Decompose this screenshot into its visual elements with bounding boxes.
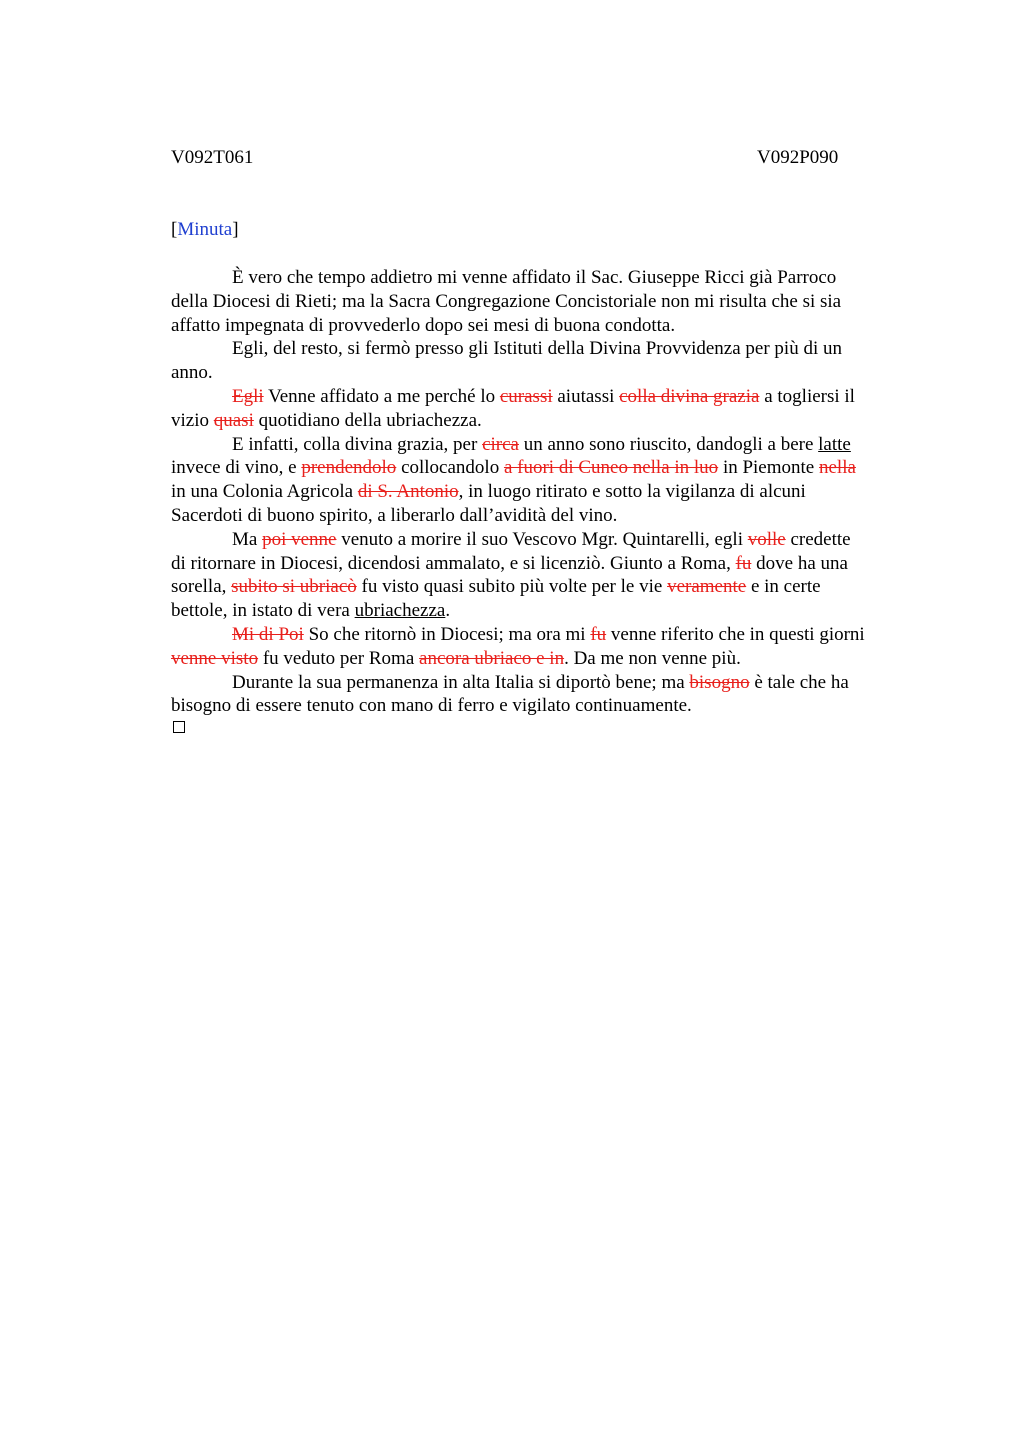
text-run: Ma — [232, 528, 263, 550]
p4-line-4: Sacerdoti di buono spirito, a liberarlo dall’avidità del vino. — [171, 504, 618, 526]
document-code-left: V092T061 — [171, 147, 254, 168]
text-run: , in luogo ritirato e sotto la vigilanza di alcuni — [458, 481, 806, 503]
text-run: aiutassi — [552, 385, 620, 407]
p4-line-2 — [171, 456, 923, 480]
text-run: in una Colonia Agricola — [171, 481, 358, 503]
p1-line-1: È vero che tempo addietro mi venne affidato il Sac. Giuseppe Ricci già Parroco — [232, 267, 837, 288]
text-run: è tale che ha — [749, 671, 849, 693]
text-run: sorella, — [171, 576, 232, 598]
deleted-text: circa — [482, 433, 519, 455]
text-run: credette — [785, 528, 851, 550]
text-run: dove ha una — [751, 552, 848, 574]
deleted-text: prendendolo — [301, 457, 397, 479]
document-code-right: V092P090 — [757, 147, 839, 168]
p5-line-2 — [171, 552, 923, 576]
close-bracket: ] — [232, 219, 239, 240]
p2-line-2: anno. — [171, 362, 213, 384]
text-run: a togliersi il — [759, 385, 855, 407]
deleted-text: fu — [590, 623, 607, 645]
text-run: . — [445, 600, 451, 622]
text-run: collocandolo — [396, 457, 504, 479]
deleted-text: Egli — [232, 385, 264, 407]
deleted-text: venne visto — [171, 647, 259, 669]
deleted-text: Mi di Poi — [232, 623, 304, 645]
text-run: di ritornare in Diocesi, dicendosi ammalato, e si licenziò. Giunto a Roma, — [171, 552, 736, 574]
deleted-text: volle — [747, 528, 786, 550]
underlined-text: latte — [818, 433, 851, 455]
deleted-text: di S. Antonio — [357, 481, 459, 503]
text-run: So che ritornò in Diocesi; ma ora mi — [303, 623, 591, 645]
text-run: Durante la sua permanenza in alta Italia si diportò bene; ma — [232, 671, 690, 693]
deleted-text: poi venne — [262, 528, 337, 550]
p5-line-4 — [171, 599, 923, 623]
text-run: E infatti, colla divina grazia, per — [232, 433, 483, 455]
p5-line-3 — [171, 575, 923, 599]
paragraph-4 — [171, 433, 923, 457]
section-label — [171, 218, 239, 242]
paragraph-5 — [171, 528, 923, 552]
deleted-text: quasi — [213, 409, 254, 431]
text-run: invece di vino, e — [171, 457, 302, 479]
paragraph-7 — [171, 671, 923, 695]
text-run: venuto a morire il suo Vescovo Mgr. Quintarelli, egli — [336, 528, 748, 550]
underlined-text: ubriachezza — [354, 600, 446, 622]
section-label-text: Minuta — [177, 219, 233, 240]
text-run: bettole, in istato di vera — [171, 600, 355, 622]
deleted-text: fu — [735, 552, 752, 574]
p1-line-3: affatto impegnata di provvederlo dopo sei mesi di buona condotta. — [171, 314, 676, 336]
deleted-text: a fuori di Cuneo nella in luo — [503, 457, 719, 479]
p2-line-1: Egli, del resto, si fermò presso gli Istituti della Divina Provvidenza per più di un — [232, 338, 842, 360]
text-run: e in certe — [746, 576, 821, 598]
text-run: fu veduto per Roma — [258, 647, 420, 669]
text-run: Venne affidato a me perché lo — [263, 385, 500, 407]
text-run: in Piemonte — [718, 457, 819, 479]
paragraph-1 — [171, 266, 923, 290]
open-bracket: [ — [171, 219, 178, 240]
deleted-text: veramente — [667, 576, 747, 598]
deleted-text: colla divina grazia — [619, 385, 760, 407]
deleted-text: curassi — [499, 385, 553, 407]
text-run: venne riferito che in questi giorni — [606, 623, 865, 645]
deleted-text: ancora ubriaco e in — [419, 647, 565, 669]
deleted-text: subito si ubriacò — [231, 576, 357, 598]
text-run: vizio — [171, 409, 214, 431]
deleted-text: bisogno — [689, 671, 750, 693]
end-of-text-box-icon — [173, 721, 185, 733]
paragraph-6 — [171, 623, 923, 647]
deleted-text: nella — [819, 457, 856, 479]
paragraph-2 — [171, 337, 923, 361]
text-run: . Da me non venne più. — [564, 647, 741, 669]
text-run: un anno sono riuscito, dandogli a bere — [518, 433, 819, 455]
p6-line-2 — [171, 647, 923, 671]
p3-line-2 — [171, 409, 923, 433]
paragraph-3 — [171, 385, 923, 409]
p4-line-3 — [171, 480, 923, 504]
text-run: fu visto quasi subito più volte per le vie — [356, 576, 668, 598]
text-run: quotidiano della ubriachezza. — [253, 409, 482, 431]
p7-line-2: bisogno di essere tenuto con mano di ferro e vigilato continuamente. — [171, 695, 692, 717]
p1-line-2: della Diocesi di Rieti; ma la Sacra Congregazione Concistoriale non mi risulta che si sia — [171, 290, 842, 312]
letter-body — [171, 266, 923, 718]
